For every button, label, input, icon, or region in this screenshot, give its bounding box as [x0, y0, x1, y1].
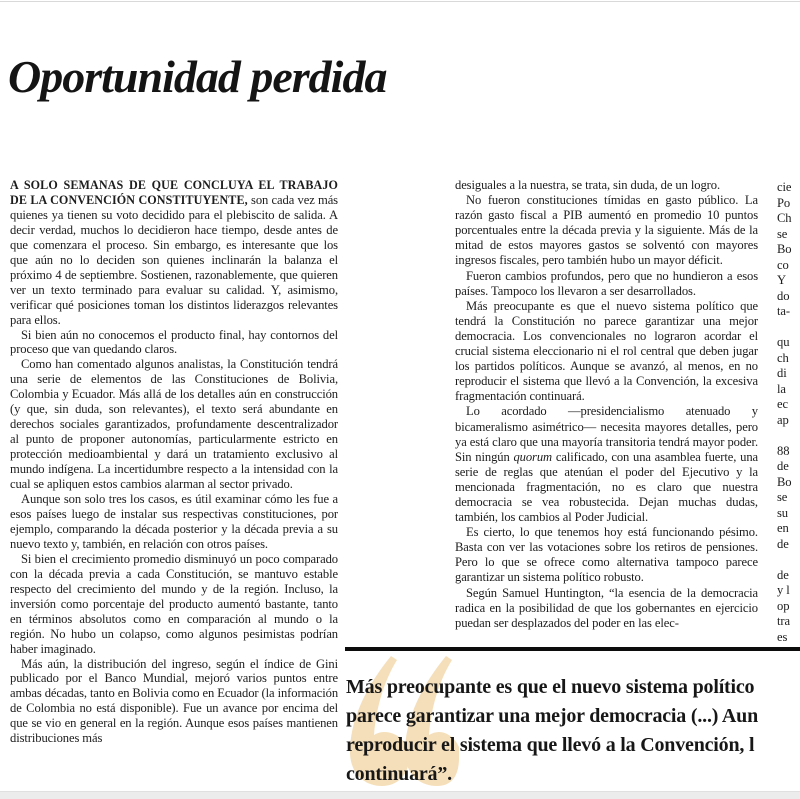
clipped-line-fragment: de: [777, 536, 789, 551]
clipped-line-fragment: su: [777, 505, 788, 520]
pull-quote-line: continuará”.: [346, 763, 452, 785]
clipped-line-fragment: di: [777, 366, 787, 380]
clipped-line-fragment: tra: [777, 614, 790, 628]
paragraph: Aunque son solo tres los casos, es útil examinar cómo les fue a esos países luego de instalar sus respectivas constituciones, por ejemplo, comparando la década posterior y la década previa a su nuevo texto y, también, en relación con otros países.: [10, 492, 338, 551]
clipped-line-fragment: en: [777, 521, 789, 535]
top-divider: [0, 1, 800, 2]
pull-quote-line: Más preocupante es que el nuevo sistema político: [346, 676, 755, 698]
clipped-line-fragment: y l: [777, 583, 790, 597]
clipped-line-fragment: es: [777, 629, 788, 644]
pull-quote-text: [346, 673, 758, 789]
clipped-line-fragment: cie: [777, 180, 792, 194]
clipped-line-fragment: 88: [777, 443, 790, 458]
lead-paragraph-text: son cada vez más quienes ya tienen su voto decidido para el plebiscito de salida. A decir verdad, muchos lo decidieron hace tiempo, desde antes de que comenzara el proceso. Sin embargo, es interesante que los que aún no lo deciden son quienes inclinarán la balanza el próximo 4 de septiembre. Sostienen, razonablemente, que quieren ver un texto terminado para evaluar su calidad. Y, asimismo, verificar qué posiciones toman los distintos liderazgos relevantes para ellos.: [10, 192, 338, 327]
paragraph: Es cierto, lo que tenemos hoy está funcionando pésimo. Basta con ver las votaciones sobre los retiros de pensiones. Pero lo que se ofrece como alternativa tampoco parece garantizar un sistema político robusto.: [455, 525, 758, 585]
lead-paragraph: [10, 178, 338, 328]
clipped-line-fragment: Ch: [777, 211, 792, 225]
paragraph-text: Lo acordado —presidencialismo atenuado y bicameralismo asimétrico— necesita mayores detalles, pero ya está claro que una mayoría transitoria tendrá mayor poder. Sin ningún: [455, 404, 758, 464]
paragraph: Más aún, la distribución del ingreso, según el índice de Gini publicado por el Banco Mundial, mejoró varios puntos entre ambas décadas, tanto en Bolivia como en Ecuador (la información de Colombia no está disponible). Fue un avance por encima del que se vio en general en la región. Aunque esos países mantienen distribuciones más: [10, 656, 338, 746]
paragraph: Fueron cambios profundos, pero que no hundieron a esos países. Tampoco los llevaron a ser desarrollados.: [455, 268, 758, 298]
clipped-line-fragment: Bo: [777, 242, 792, 256]
clipped-line-fragment: ta-: [777, 304, 790, 318]
clipped-line-fragment: [777, 320, 800, 336]
bottom-gray-band: [0, 791, 800, 799]
article-column-3-clipped: [777, 180, 800, 645]
paragraph: desiguales a la nuestra, se trata, sin duda, de un logro.: [455, 178, 720, 192]
clipped-line-fragment: Po: [777, 195, 791, 210]
paragraph-with-italic: [455, 404, 758, 525]
clipped-line-fragment: op: [777, 598, 790, 613]
article-column-1: [10, 178, 338, 794]
pull-quote-line: parece garantizar una mejor democracia (...) Aun: [346, 705, 758, 727]
clipped-line-fragment: Bo: [777, 474, 792, 489]
clipped-line-fragment: do: [777, 288, 790, 303]
clipped-line-fragment: [777, 428, 800, 444]
article-title: Oportunidad perdida: [8, 51, 387, 102]
clipped-line-fragment: la: [777, 381, 786, 396]
lead-in-caps: A SOLO SEMANAS DE QUE CONCLUYA EL TRABAJO DE LA CONVENCIÓN CONSTITUYENTE,: [10, 178, 338, 207]
italic-term: quorum: [513, 449, 553, 464]
paragraph: Como han comentado algunos analistas, la Constitución tendrá una serie de elementos de las Constituciones de Bolivia, Colombia y Ecuador. Más allá de los detalles aún en construcción (y que, sin duda, son relevantes), el texto será abundante en derechos sociales garantizados, profundamente descentralizador al punto de proponer autonomías, particularmente estricto en protección medioambiental y dará un tratamiento exclusivo al mundo indígena. La incertidumbre respecto a la intensidad con la cual se apliquen estos cambios alarman al sector privado.: [10, 357, 338, 492]
paragraph: Si bien el crecimiento promedio disminuyó un poco comparado con la década previa a cada Constitución, se mantuvo estable respecto del crecimiento del mundo y de la región. Incluso, la inversión como porcentaje del producto aumentó bastante, tanto en términos absolutos como en comparación al mundo o la región. No hubo un colapso, como algunos pesimistas podrían haber imaginado.: [10, 551, 338, 656]
paragraph: Más preocupante es que el nuevo sistema político que tendrá la Constitución no parece garantizar una mejor democracia. Los convencionales no lograron acordar el crucial sistema eleccionario ni el rol central que deben jugar los partidos políticos. Aunque se avanzó, al menos, en no reproducir el sistema que llevó a la Convención, la excesiva fragmentación continuará.: [455, 298, 758, 404]
clipped-line-fragment: co: [777, 257, 789, 272]
clipped-line-fragment: de: [777, 567, 789, 582]
clipped-line-fragment: de: [777, 459, 789, 473]
paragraph: No fueron constituciones tímidas en gasto público. La razón gasto fiscal a PIB aumentó en promedio 10 puntos porcentuales entre la década previa y la siguiente. Más de la mitad de estos mayores gastos se solventó con mayores ingresos fiscales, pero también hubo un mayor déficit.: [455, 193, 758, 268]
clipped-line-fragment: ap: [777, 412, 789, 427]
paragraph: Según Samuel Huntington, “la esencia de la democracia radica en la posibilidad de que los gobernantes en ejercicio puedan ser desplazados del poder en las elec-: [455, 585, 758, 630]
clipped-line-fragment: ec: [777, 397, 788, 411]
pull-quote-top-rule: [345, 647, 800, 651]
clipped-line-fragment: se: [777, 226, 788, 241]
pull-quote-line: reproducir el sistema que llevó a la Convención, l: [346, 734, 755, 756]
paragraph: Si bien aún no conocemos el producto final, hay contornos del proceso que van quedando claros.: [10, 327, 338, 357]
clipped-line-fragment: se: [777, 490, 788, 504]
clipped-line-fragment: Y: [777, 273, 786, 287]
pull-quote-block: [345, 647, 800, 792]
clipped-line-fragment: [777, 552, 800, 568]
clipped-line-fragment: ch: [777, 350, 789, 365]
article-column-2: [455, 178, 758, 634]
paragraph-text: calificado, con una asamblea fuerte, una serie de reglas que atenúan el poder del Ejecutivo y la mencionada fragmentación, no es claro que nuestra democracia se vea robustecida. Dejan muchas dudas, también, los cambios al Poder Judicial.: [455, 449, 758, 525]
clipped-line-fragment: qu: [777, 335, 790, 349]
